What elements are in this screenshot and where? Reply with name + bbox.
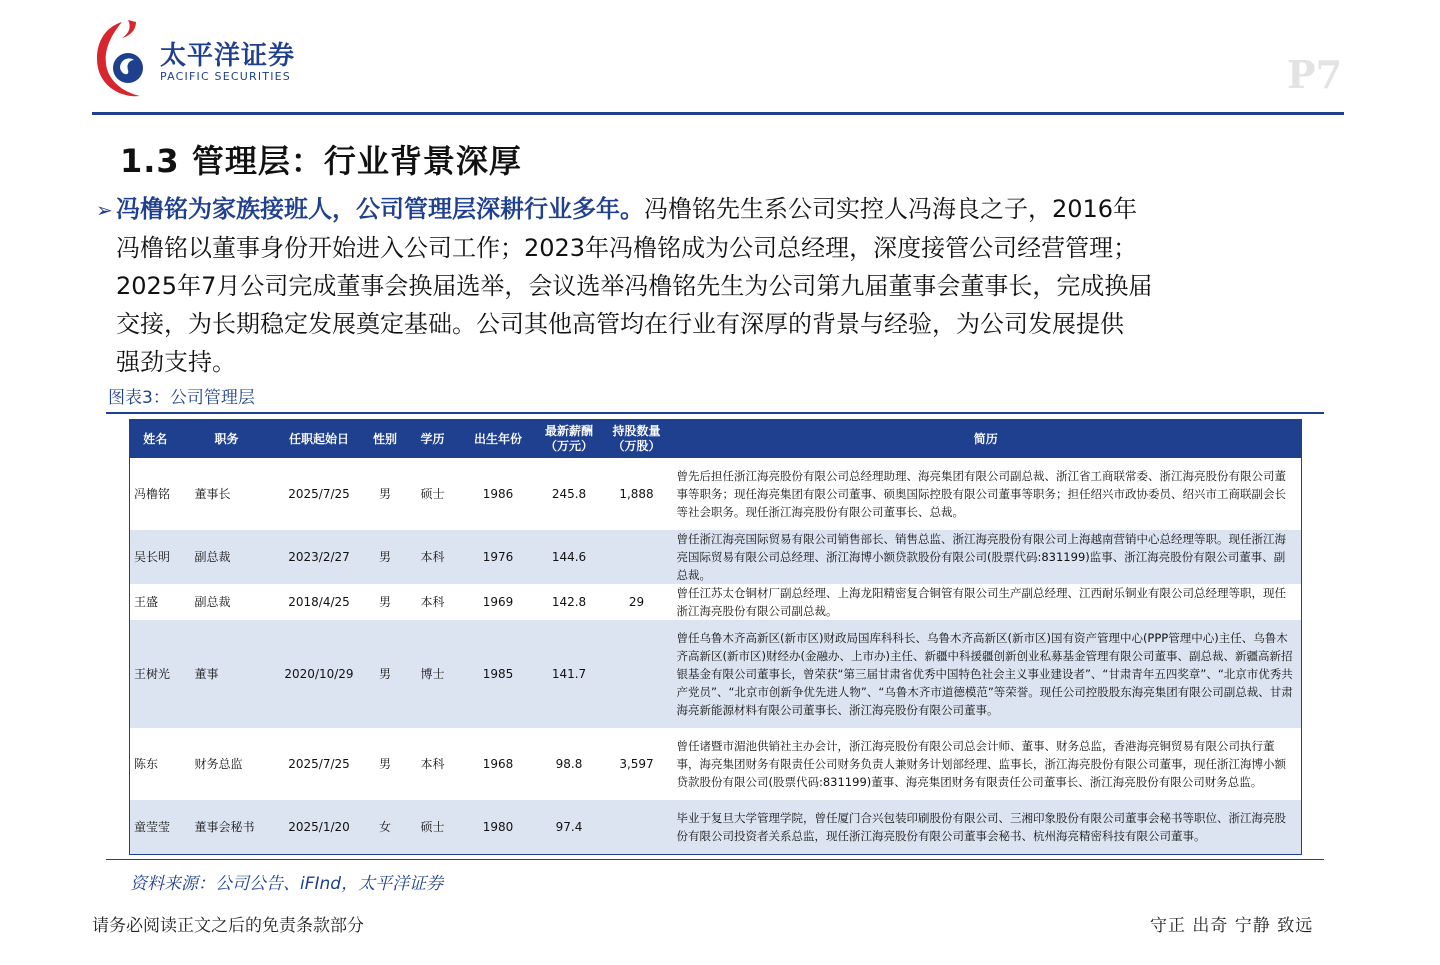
paragraph-lead: 冯橹铭为家族接班人，公司管理层深耕行业多年。 (116, 195, 644, 223)
cell-birth-year: 1985 (461, 620, 536, 728)
source-note: 资料来源：公司公告、iFInd，太平洋证券 (130, 874, 444, 894)
table-row (130, 728, 1302, 800)
cell-education: 本科 (405, 530, 461, 584)
cell-title: 董事长 (194, 487, 231, 501)
header-title: 职务 (181, 420, 273, 459)
cell-gender: 男 (378, 595, 391, 609)
header-divider (92, 112, 1344, 115)
cell-gender: 女 (366, 800, 405, 854)
disclaimer-notice: 请务必阅读正文之后的免责条款部分 (92, 916, 364, 936)
cell-gender: 男 (366, 530, 405, 584)
cell-start-date: 2025/7/25 (288, 757, 350, 771)
cell-birth-year: 1986 (482, 487, 514, 501)
cell-title: 副总裁 (194, 595, 231, 609)
paragraph-line-3: 2025年7月公司完成董事会换届选举，会议选举冯橹铭先生为公司第九届董事会董事长，完成换届 (116, 272, 1153, 300)
cell-name: 王树光 (130, 620, 181, 728)
logo-mark-icon (92, 18, 154, 100)
header-start-date: 任职起始日 (273, 420, 366, 459)
source-divider (106, 859, 1324, 860)
body-paragraph (96, 190, 1312, 381)
cell-name: 吴长明 (130, 530, 181, 584)
cell-bio: 曾任浙江海亮国际贸易有限公司销售部长、销售总监、浙江海亮股份有限公司上海越南营销中心总经理等职。现任浙江海亮国际贸易有限公司总经理、浙江海博小额贷款股份有限公司(股票代码:831199)监事、浙江海亮股份有限公司董事、副总裁。 (671, 530, 1302, 584)
cell-title: 财务总监 (194, 757, 243, 771)
table-row (130, 800, 1302, 854)
cell-birth-year: 1969 (482, 595, 514, 609)
paragraph-line-1-rest: 冯橹铭先生系公司实控人冯海良之子，2016年 (644, 195, 1138, 223)
cell-gender: 男 (366, 620, 405, 728)
cell-bio: 曾先后担任浙江海亮股份有限公司总经理助理、海亮集团有限公司副总裁、浙江省工商联常委、浙江海亮股份有限公司董事等职务；现任海亮集团有限公司董事、硕奥国际控股有限公司董事等职务；担任绍兴市政协委员、绍兴市工商联副会长等社会职务。现任浙江海亮股份有限公司董事长、总裁。 (676, 469, 1286, 519)
cell-bio: 曾任江苏太仓铜材厂副总经理、上海龙阳精密复合铜管有限公司生产副总经理、江西耐乐铜业有限公司总经理等职，现任浙江海亮股份有限公司副总裁。 (676, 586, 1286, 618)
cell-salary: 144.6 (536, 530, 603, 584)
cell-start-date: 2018/4/25 (288, 595, 350, 609)
header-gender: 性别 (366, 420, 405, 459)
figure-divider (106, 412, 1324, 414)
footer-motto: 守正 出奇 宁静 致远 (1150, 916, 1314, 936)
header-bio: 简历 (671, 420, 1302, 459)
cell-title: 副总裁 (181, 530, 273, 584)
cell-start-date: 2020/10/29 (273, 620, 366, 728)
cell-bio: 曾任乌鲁木齐高新区(新市区)财政局国库科科长、乌鲁木齐高新区(新市区)国有资产管理中心(PPP管理中心)主任、乌鲁木齐高新区(新市区)财经办(金融办、上市办)主任、新疆中科援疆创新创业私募基金管理有限公司董事、副总裁、新疆高新招银基金有限公司董事长，曾荣获“第三届甘肃省优秀中国特色社会主义事业建设者”、“甘肃青年五四奖章”、“北京市优秀共产党员”、“北京市创新争优先进人物”、“乌鲁木齐市道德模范”等荣誉。现任公司控股股东海亮集团有限公司副总裁、甘肃海亮新能源材料有限公司董事长、浙江海亮股份有限公司董事。 (671, 620, 1302, 728)
cell-education: 博士 (405, 620, 461, 728)
cell-salary: 245.8 (551, 487, 587, 501)
paragraph-line-1 (96, 190, 1312, 229)
paragraph-line-5: 强劲支持。 (116, 348, 236, 376)
cell-start-date: 2023/2/27 (273, 530, 366, 584)
cell-shares: 1,888 (619, 487, 654, 501)
paragraph-line-2: 冯橹铭以董事身份开始进入公司工作；2023年冯橹铭成为公司总经理，深度接管公司经营管理； (116, 234, 1138, 262)
header-name: 姓名 (130, 420, 181, 459)
section-title: 1.3 管理层：行业背景深厚 (120, 142, 522, 180)
cell-education: 本科 (420, 595, 445, 609)
table-header-row (130, 420, 1302, 459)
cell-salary: 141.7 (536, 620, 603, 728)
cell-gender: 男 (378, 757, 391, 771)
header-birth-year: 出生年份 (461, 420, 536, 459)
cell-name: 冯橹铭 (134, 487, 171, 501)
cell-name: 童莹莹 (130, 800, 181, 854)
cell-title: 董事会秘书 (181, 800, 273, 854)
cell-salary: 142.8 (551, 595, 587, 609)
header-salary: 最新薪酬（万元） (536, 420, 603, 459)
cell-birth-year: 1968 (482, 757, 514, 771)
company-logo (92, 18, 296, 100)
table-row (130, 620, 1302, 728)
cell-title: 董事 (181, 620, 273, 728)
cell-shares: 3,597 (619, 757, 654, 771)
cell-start-date: 2025/7/25 (288, 487, 350, 501)
cell-bio: 曾任诸暨市湄池供销社主办会计，浙江海亮股份有限公司总会计师、董事、财务总监，香港海亮铜贸易有限公司执行董事，海亮集团财务有限责任公司财务负责人兼财务计划部经理、监事长，浙江海亮股份有限公司董事，现任浙江海博小额贷款股份有限公司(股票代码:831199)董事、海亮集团财务有限责任公司董事长、浙江海亮股份有限公司财务总监。 (676, 739, 1286, 789)
cell-birth-year: 1976 (461, 530, 536, 584)
cell-gender: 男 (378, 487, 391, 501)
cell-education: 硕士 (405, 800, 461, 854)
cell-education: 硕士 (420, 487, 445, 501)
table-row (130, 458, 1302, 530)
cell-shares (603, 530, 671, 584)
header-education: 学历 (405, 420, 461, 459)
header-shares: 持股数量（万股） (603, 420, 671, 459)
management-table (129, 419, 1302, 855)
cell-salary: 97.4 (536, 800, 603, 854)
cell-bio: 毕业于复旦大学管理学院，曾任厦门合兴包装印刷股份有限公司、三湘印象股份有限公司董事会秘书等职位、浙江海亮股份有限公司投资者关系总监，现任浙江海亮股份有限公司董事会秘书、杭州海亮精密科技有限公司董事。 (671, 800, 1302, 854)
cell-name: 王盛 (134, 595, 159, 609)
logo-chinese-text: 太平洋证券 (160, 41, 296, 71)
cell-salary: 98.8 (555, 757, 583, 771)
cell-education: 本科 (420, 757, 445, 771)
table-row (130, 530, 1302, 584)
paragraph-line-4: 交接，为长期稳定发展奠定基础。公司其他高管均在行业有深厚的背景与经验，为公司发展提供 (116, 310, 1124, 338)
figure-caption: 图表3：公司管理层 (108, 388, 255, 408)
cell-name: 陈东 (134, 757, 159, 771)
table-row (130, 584, 1302, 620)
cell-shares: 29 (628, 595, 645, 609)
cell-start-date: 2025/1/20 (273, 800, 366, 854)
logo-english-text: PACIFIC SECURITIES (160, 70, 291, 83)
cell-shares (603, 620, 671, 728)
page-number: P7 (1287, 52, 1343, 97)
cell-birth-year: 1980 (461, 800, 536, 854)
cell-shares (603, 800, 671, 854)
bullet-arrow-icon: ➢ (96, 198, 113, 222)
